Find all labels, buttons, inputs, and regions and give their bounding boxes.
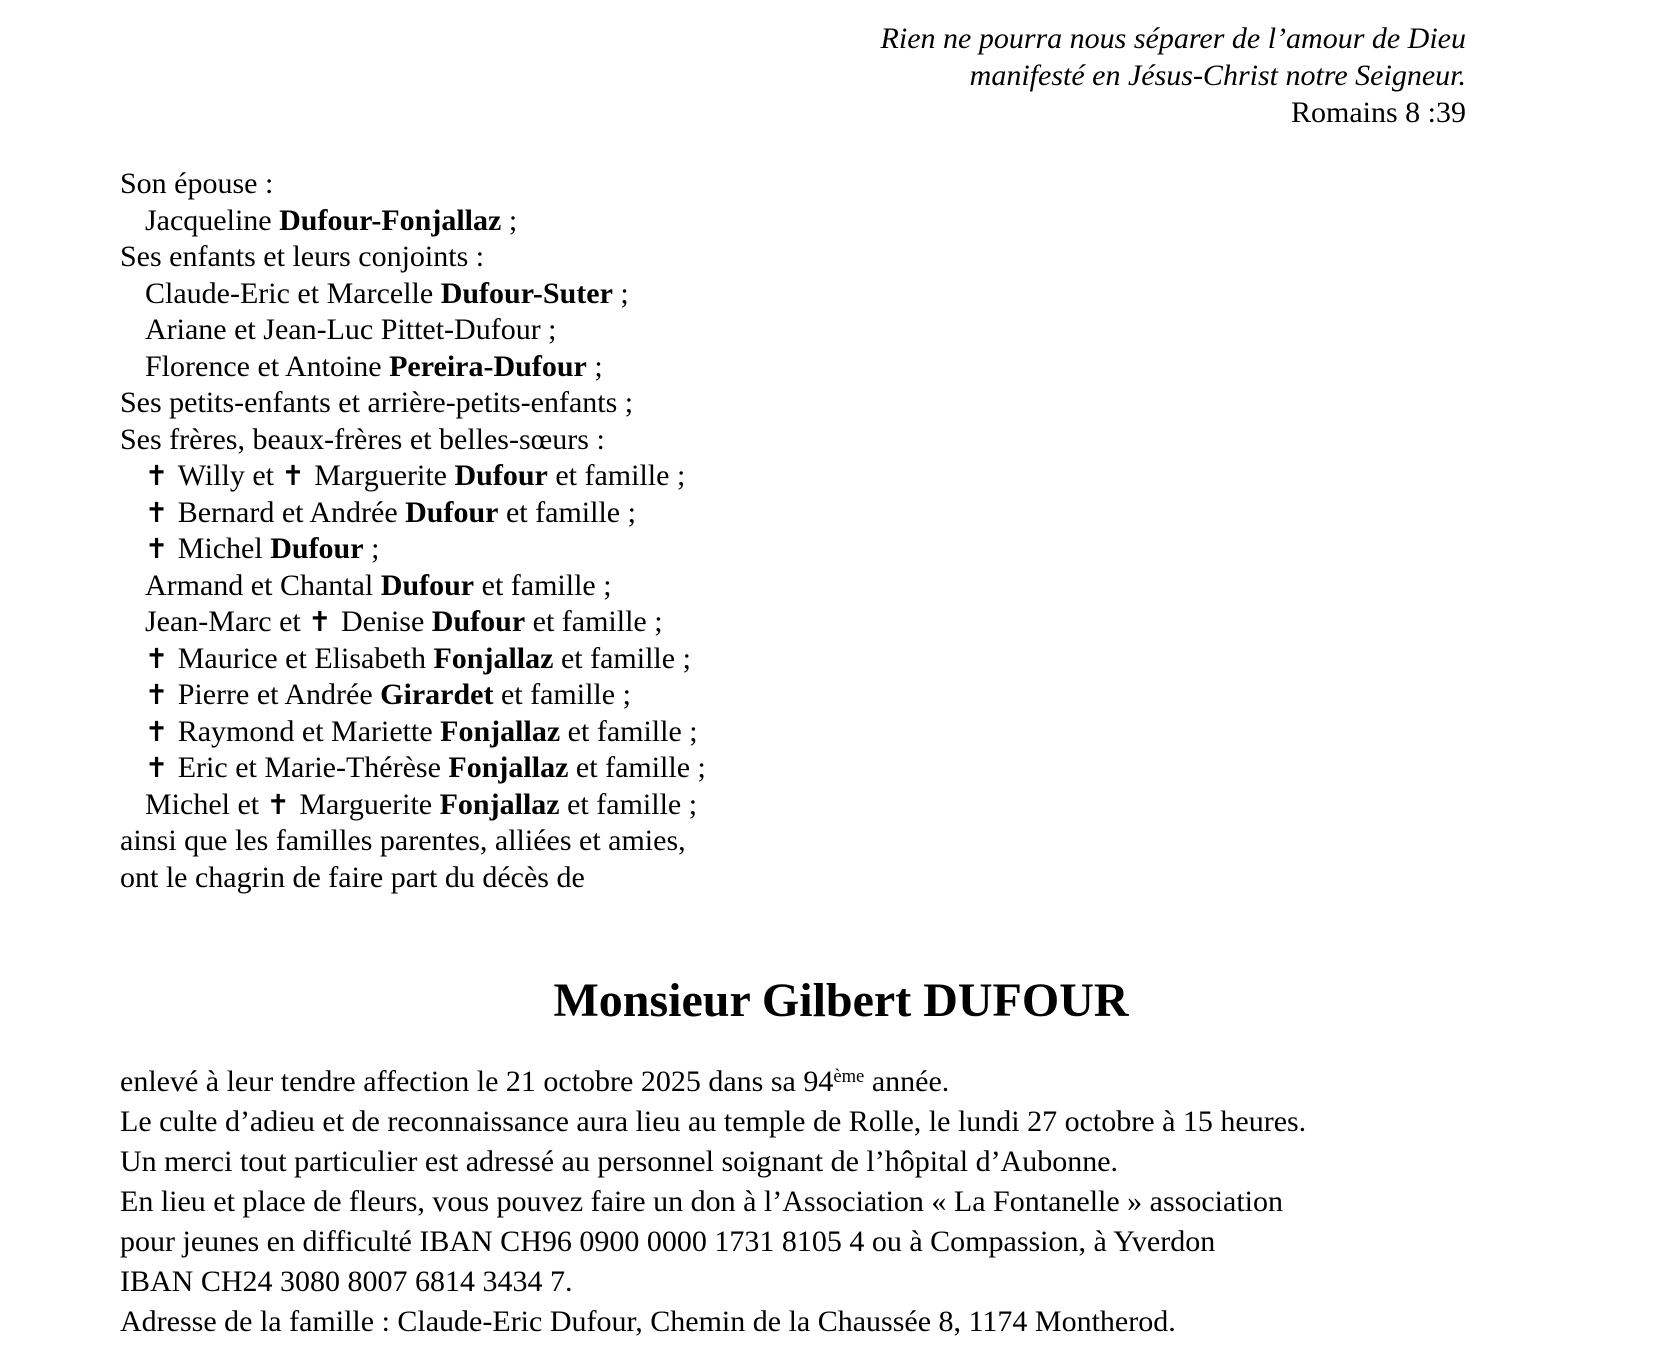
cross-icon: ✝: [145, 751, 178, 784]
announcement-line: [120, 1262, 1624, 1302]
family-line: [120, 349, 1624, 386]
family-line: [120, 641, 1624, 678]
surname-bold: Dufour: [431, 605, 526, 638]
surname-bold: Dufour-Suter: [440, 276, 613, 310]
text-run: Denise: [340, 605, 432, 638]
family-line: [120, 276, 1624, 313]
text-run: ;: [363, 532, 380, 565]
text-run: Michel: [177, 532, 271, 565]
cross-icon: ✝: [145, 714, 178, 748]
text-run: Ariane et Jean-Luc Pittet-Dufour ;: [145, 313, 557, 346]
announcement-line: [120, 1222, 1624, 1262]
text-run: Adresse de la famille : Claude-Eric Dufour, Chemin de la Chaussée 8, 1174 Montherod.: [120, 1305, 1176, 1338]
surname-bold: Fonjallaz: [448, 751, 569, 784]
text-run: et famille ;: [474, 568, 612, 602]
cross-icon: ✝: [145, 678, 178, 711]
surname-bold: Fonjallaz: [440, 714, 561, 748]
announcement-line: [120, 1062, 1624, 1102]
text-run: Le culte d’adieu et de reconnaissance aura lieu au temple de Rolle, le lundi 27 octobre à 15 heures.: [120, 1105, 1307, 1138]
announcement-line: [120, 1302, 1624, 1342]
text-run: et famille ;: [493, 678, 631, 711]
text-run: Marguerite: [314, 459, 455, 492]
family-line: [120, 677, 1624, 714]
text-run: ;: [612, 276, 629, 310]
text-run: Florence et Antoine: [145, 349, 390, 383]
surname-bold: Dufour: [380, 568, 475, 602]
text-run: ;: [501, 203, 518, 237]
text-run: Ses enfants et leurs conjoints :: [120, 240, 485, 273]
family-line: [120, 166, 1624, 203]
surname-bold: Dufour: [270, 532, 364, 565]
family-line: [120, 787, 1624, 824]
family-line: [120, 422, 1624, 459]
surname-bold: Girardet: [380, 678, 494, 711]
text-run: pour jeunes en difficulté IBAN CH96 0900 0000 1731 8105 4 ou à Compassion, à Yverdon: [120, 1225, 1216, 1258]
cross-icon: ✝: [281, 459, 315, 492]
text-run: et famille ;: [560, 714, 698, 748]
surname-bold: Dufour-Fonjallaz: [279, 203, 502, 237]
cross-icon: ✝: [145, 641, 178, 675]
family-line: [120, 568, 1624, 605]
text-run: ;: [586, 349, 603, 383]
cross-icon: ✝: [145, 459, 178, 492]
text-run: Raymond et Mariette: [177, 714, 441, 748]
cross-icon: ✝: [308, 605, 341, 638]
cross-icon: ✝: [266, 787, 300, 821]
text-run: Son épouse :: [120, 167, 274, 200]
text-run: Armand et Chantal: [145, 568, 381, 602]
text-run: et famille ;: [547, 459, 686, 492]
text-run: Eric et Marie-Thérèse: [177, 751, 449, 784]
text-run: Jacqueline: [145, 203, 280, 237]
scripture-epigraph: [120, 20, 1466, 131]
family-line: [120, 823, 1624, 860]
surname-bold: Pereira-Dufour: [389, 349, 587, 383]
text-run: Ses frères, beaux-frères et belles-sœurs :: [120, 422, 605, 456]
family-line: [120, 312, 1624, 349]
announcement-line: [120, 1102, 1624, 1142]
surname-bold: Dufour: [454, 459, 548, 492]
surname-bold: Fonjallaz: [433, 641, 554, 675]
ordinal-superscript: ème: [833, 1065, 865, 1087]
family-line: [120, 385, 1624, 422]
text-run: Claude-Eric et Marcelle: [145, 276, 441, 310]
surname-bold: Fonjallaz: [439, 787, 560, 821]
text-run: Ses petits-enfants et arrière-petits-enfants ;: [120, 386, 634, 419]
text-run: Marguerite: [299, 787, 440, 821]
epigraph-line: Rien ne pourra nous séparer de l’amour de Dieu: [880, 22, 1466, 55]
family-line: [120, 495, 1624, 532]
text-run: ont le chagrin de faire part du décès de: [120, 860, 585, 894]
text-run: et famille ;: [525, 605, 663, 638]
text-run: Bernard et Andrée: [177, 495, 406, 529]
family-line: [120, 750, 1624, 787]
text-run: enlevé à leur tendre affection le 21 octobre 2025 dans sa 94: [120, 1065, 834, 1098]
text-run: Jean-Marc et: [145, 605, 309, 638]
family-line: [120, 860, 1624, 897]
text-run: année.: [864, 1065, 950, 1098]
announcement-line: [120, 1142, 1624, 1182]
text-run: et famille ;: [559, 787, 698, 821]
epigraph-line: manifesté en Jésus-Christ notre Seigneur.: [969, 59, 1466, 92]
family-line: [120, 239, 1624, 276]
text-run: Michel et: [145, 787, 267, 821]
family-line: [120, 714, 1624, 751]
text-run: et famille ;: [498, 495, 636, 529]
announcement-line: [120, 1182, 1624, 1222]
text-run: Maurice et Elisabeth: [177, 641, 434, 675]
announcement-paragraphs: [120, 1062, 1624, 1342]
surname-bold: Dufour: [405, 495, 499, 529]
text-run: Willy et: [177, 459, 282, 492]
text-run: et famille ;: [568, 751, 706, 784]
text-run: Pierre et Andrée: [177, 678, 381, 711]
family-list: [120, 166, 1624, 896]
text-run: IBAN CH24 3080 8007 6814 3434 7.: [120, 1265, 573, 1298]
cross-icon: ✝: [145, 532, 178, 565]
text-run: et famille ;: [553, 641, 691, 675]
epigraph-reference: Romains 8 :39: [1290, 96, 1466, 129]
text-run: ainsi que les familles parentes, alliées et amies,: [120, 824, 686, 857]
cross-icon: ✝: [145, 495, 178, 529]
family-line: [120, 604, 1624, 641]
family-line: [120, 531, 1624, 568]
text-run: Un merci tout particulier est adressé au personnel soignant de l’hôpital d’Aubonne.: [120, 1145, 1119, 1178]
family-line: [120, 458, 1624, 495]
family-line: [120, 203, 1624, 240]
deceased-name-title: Monsieur Gilbert DUFOUR: [553, 974, 1129, 1027]
text-run: En lieu et place de fleurs, vous pouvez faire un don à l’Association « La Fontanelle » association: [120, 1185, 1283, 1218]
